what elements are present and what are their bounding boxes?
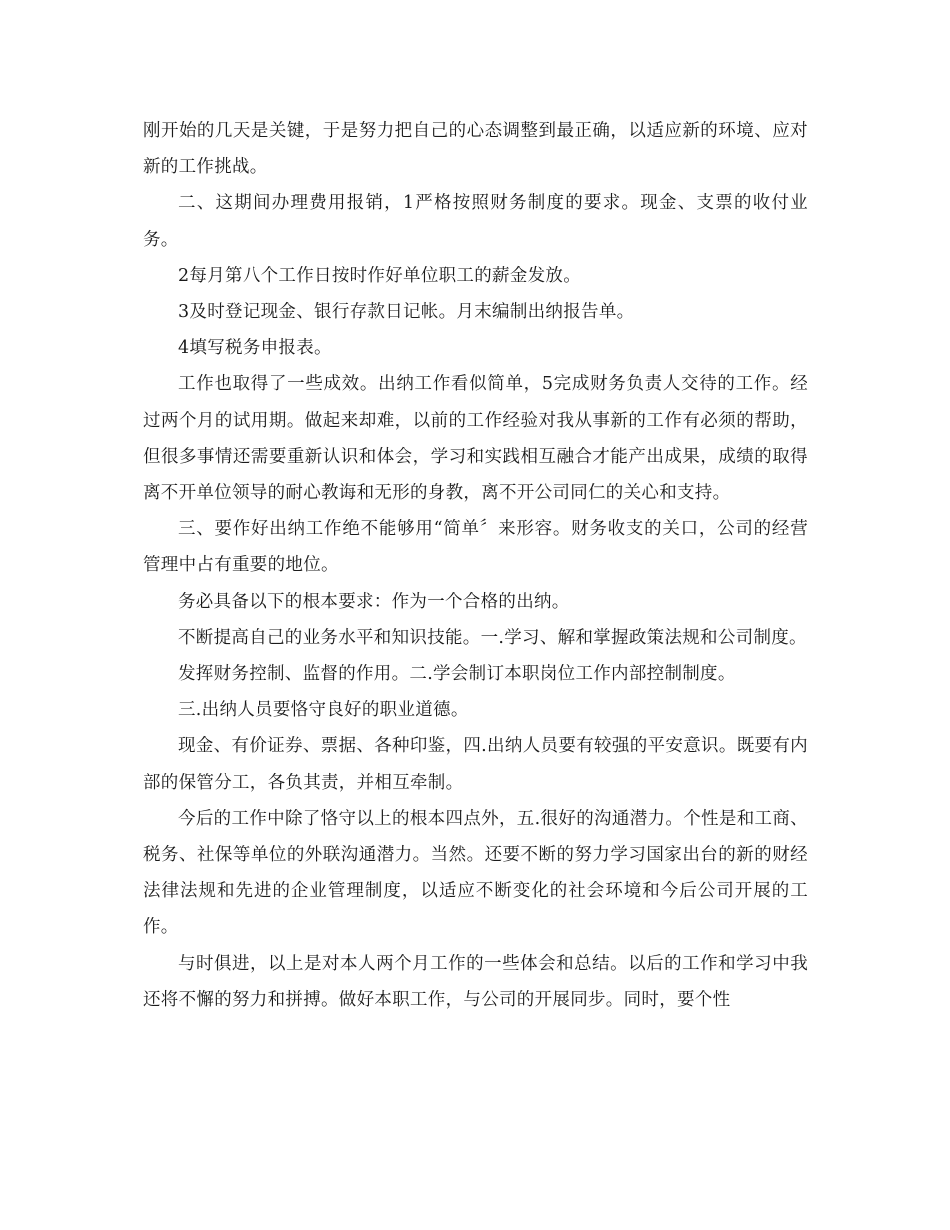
paragraph-13: 今后的工作中除了恪守以上的根本四点外，五.很好的沟通潜力。个性是和工商、税务、社保等单位的外联沟通潜力。当然。还要不断的努力学习国家出台的新的财经法律法规和先进的企业管理制度，以适应不断变化的社会环境和今后公司开展的工作。 [143,808,808,938]
paragraph-6: 工作也取得了一些成效。出纳工作看似简单，5完成财务负责人交待的工作。经过两个月的试用期。做起来却难，以前的工作经验对我从事新的工作有必须的帮助，但很多事情还需要重新认识和体会，学习和实践相互融合才能产出成果，成绩的取得离不开单位领导的耐心教诲和无形的身教，离不开公司同仁的关心和支持。 [143,374,808,504]
paragraph-4: 3及时登记现金、银行存款日记帐。月末编制出纳报告单。 [178,302,635,323]
paragraph-9: 不断提高自己的业务水平和知识技能。一.学习、解和掌握政策法规和公司制度。 [178,627,807,648]
document-body [143,113,808,1018]
paragraph-8: 务必具备以下的根本要求：作为一个合格的出纳。 [178,591,570,612]
paragraph-11: 三.出纳人员要恪守良好的职业道德。 [178,700,469,721]
paragraph-7: 三、要作好出纳工作绝不能够用“简单〞来形容。财务收支的关口，公司的经营管理中占有重要的地位。 [143,519,808,576]
paragraph-14: 与时俱进，以上是对本人两个月工作的一些体会和总结。以后的工作和学习中我还将不懈的努力和拼搏。做好本职工作，与公司的开展同步。同时，要个性 [143,953,808,1010]
paragraph-3: 2每月第八个工作日按时作好单位职工的薪金发放。 [178,265,582,286]
paragraph-2: 二、这期间办理费用报销，1严格按照财务制度的要求。现金、支票的收付业务。 [143,193,808,250]
paragraph-12: 现金、有价证券、票据、各种印鉴，四.出纳人员要有较强的平安意识。既要有内部的保管分工，各负其责，并相互牵制。 [143,736,808,793]
paragraph-10: 发挥财务控制、监督的作用。二.学会制订本职岗位工作内部控制制度。 [178,664,736,685]
paragraph-5: 4填写税务申报表。 [178,338,332,359]
paragraph-1: 刚开始的几天是关键，于是努力把自己的心态调整到最正确，以适应新的环境、应对新的工作挑战。 [143,121,808,178]
